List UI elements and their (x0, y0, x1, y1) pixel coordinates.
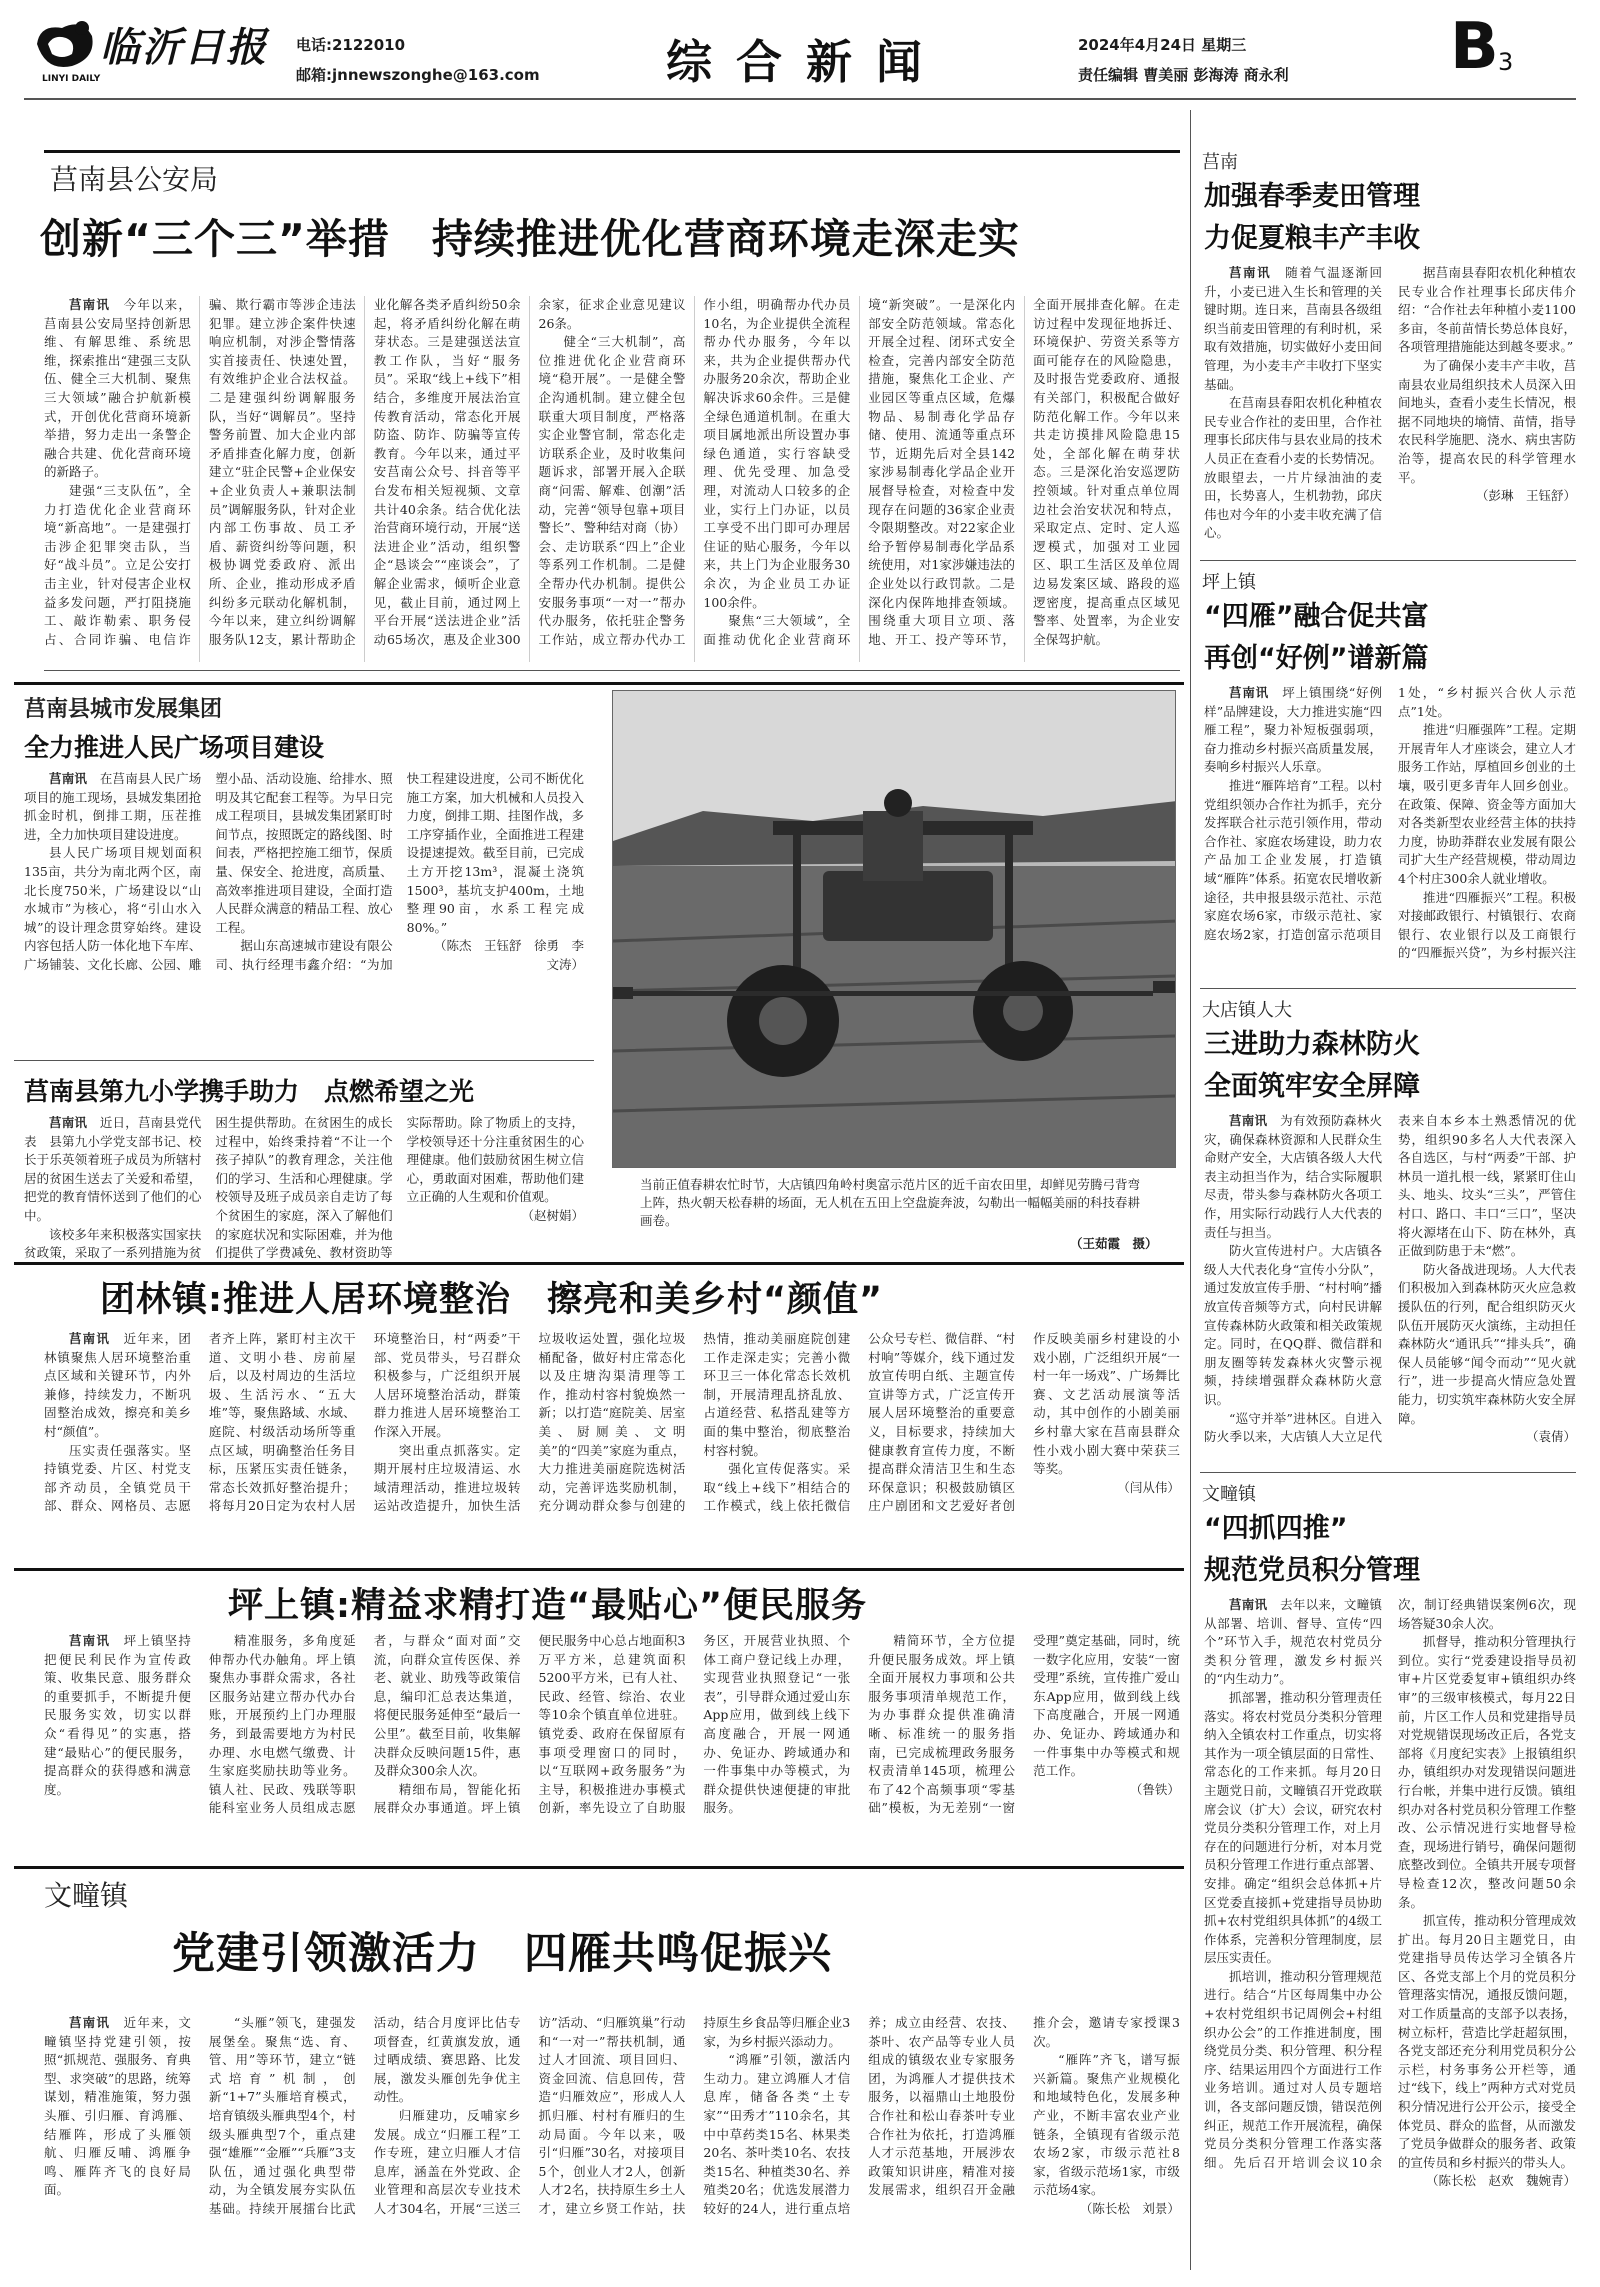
a4-headline: 团林镇:推进人居环境整治 擦亮和美乡村“颜值” (100, 1280, 884, 1320)
logo-english: LINYI DAILY (42, 74, 101, 84)
section-title: 综 合 新 闻 (666, 35, 927, 89)
r2-body: 莒南讯 坪上镇围绕“好例样”品牌建设，大力推进实施“四雁工程”，聚力补短板强弱项，奋力推动乡村振兴高质量发展，奏响乡村振兴人乐章。 推进“雁阵培育”工程。以村党组织领办合作社为抓手，充分发挥联合社示范引领作用，带动合作社、家庭农场建设，助力农产品加工企业发展，打造镇域“雁阵”体系。拓宽农民增收新途径，共申报县级示范社、示范家庭农场6家，市级示范社、家庭农场2家，打造创富示范项目1处，“乡村振兴合伙人示范点”1处。 推进“归雁强阵”工程。定期开展青年人才座谈会，建立人才服务工作站，厚植回乡创业的土壤，吸引更多青年人回乡创业。在政策、保障、资金等方面加大对各类新型农业经营主体的扶持力度，协助莽群农业发展有限公司扩大生产经营规模，带动周边4个村庄300余人就业增收。 推进“四雁振兴”工程。积极对接邮政银行、村镇银行、农商银行、农业银行以及工商银行的“四雁振兴贷”，为乡村振兴注 (1204, 685, 1576, 961)
photo-caption: 当前正值春耕农忙时节，大店镇四角岭村奥富示范片区的近千亩农田里，却鲜见劳腾弓背弯上阵，热火朝天松春耕的场面，无人机在五田上空盘旋奔波，勾勒出一幅幅美丽的科技春耕画卷。 (640, 1177, 1141, 1228)
phone-text: 电话:2122010 (296, 36, 406, 54)
r3-kicker: 大店镇人大 (1202, 1000, 1292, 1021)
a2-top-rule (14, 682, 1184, 685)
newspaper-logo-icon (32, 14, 98, 72)
masthead (0, 0, 1600, 100)
a1-body: 莒南讯 今年以来，莒南县公安局坚持创新思维、有解思维、系统思维，探索推出“建强三支队伍、健全三大机制、聚焦三大领域”融合护航新模式，开创优化营商环境新举措，努力走出一条警企融合共建、优化营商环境的新路子。 建强“三支队伍”，全力打造优化企业营商环境“新高地”。一是建强打击涉企犯罪突击队，当好“战斗员”。立足公安打击主业，针对侵害企业权益多发问题，严打阻挠施工、敲诈勒索、职务侵占、合同诈骗、电信诈骗、欺行霸市等涉企违法犯罪。建立涉企案件快速响应机制，对涉企警情落实首接责任、快速处置，有效维护企业合法权益。二是建强纠纷调解服务队，当好“调解员”。坚持警务前置、加大企业内部矛盾排查化解力度，创新建立“驻企民警+企业保安+企业负责人+兼职法制员”调解服务队，针对企业内部工伤事故、员工矛盾、薪资纠纷等问题，积极协调党委政府、派出所、企业，推动形成矛盾纠纷多元联动化解机制，今年以来，建立纠纷调解服务队12支，累计帮助企业化解各类矛盾纠纷50余起，将矛盾纠纷化解在萌芽状态。三是建强送法宣教工作队，当好“服务员”。采取“线上+线下”相结合，多维度开展法治宣传教育活动，常态化开展防盗、防诈、防骗等宣传教育。今年以来，通过平安莒南公众号、抖音等平台发布相关短视频、文章共计40余条。结合优化法治营商环境行动，开展“送法进企业”活动，组织警企“恳谈会”“座谈会”，了解企业需求，倾听企业意见，截止目前，通过网上平台开展“送法进企业”活动65场次，惠及企业300余家，征求企业意见建议26条。 健全“三大机制”，高位推进优化企业营商环境“稳开展”。一是健全警企沟通机制。建立健全包联重大项目制度，严格落实企业警官制，常态化走访联系企业，及时收集问题诉求，部署开展入企联商“问需、解难、创潮”活动，完善“领导包靠+项目警长”、警种结对商（协）会、走访联系“四上”企业等系列工作机制。二是健全帮办代办机制。提供公安服务事项“一对一”帮办代办服务，依托驻企警务工作站，成立帮办代办工作小组，明确帮办代办员10名，为企业提供全流程帮办代办服务，今年以来，共为企业提供帮办代办服务20余次，帮助企业解决诉求60余件。三是健全绿色通道机制。在重大项目属地派出所设置办事绿色通道，实行容缺受理、优先受理、加急受理，对流动人口较多的企业，实行上门办证，以员工享受不出门即可办理居住证的贴心服务，今年以来，共上门为企业服务30余次，为企业员工办证100余件。 聚焦“三大领域”，全面推动优化企业营商环境“新突破”。一是深化内部安全防范领域。常态化开展全过程、闭环式安全检查，完善内部安全防范措施，聚焦化工企业、产业园区等重点区域，危爆物品、易制毒化学品存储、使用、流通等重点环节，近期先后对全县142家涉易制毒化学品企业开展督导检查，对检查中发现存在问题的36家企业责令限期整改。对22家企业给予暂停易制毒化学品系统使用，对1家涉嫌违法的企业处以行政罚款。二是深化内保阵地排查领域。围绕重大项目立项、落地、开工、投产等环节，全面开展排查化解。在走访过程中发现征地拆迁、环境保护、劳资关系等方面可能存在的风险隐患，及时报告党委政府、通报有关部门，积极配合做好防范化解工作。今年以来共走访摸排风险隐患15处，全部化解在萌芽状态。三是深化治安巡逻防控领域。针对重点单位周边社会治安状况和特点，采取定点、定时、定人巡逻模式，加强对工业园区、职工生活区及单位周边易发案区域、路段的巡逻密度，提高重点区域见警率、处置率，为企业安全保驾护航。 (44, 297, 1180, 647)
a6-headline: 党建引领激活力 四雁共鸣促振兴 (172, 1929, 832, 1979)
r2-headline-2: 再创“好例”谱新篇 (1204, 643, 1429, 674)
a1-bottom-rule (44, 670, 1180, 671)
editors-line: 责任编辑 曹美丽 彭海涛 商永利 (1078, 66, 1289, 84)
r3-rule (1200, 988, 1576, 989)
page-letter: B (1450, 10, 1499, 84)
r4-headline-2: 规范党员积分管理 (1204, 1555, 1420, 1586)
a2-headline: 全力推进人民广场项目建设 (24, 733, 325, 762)
a4-top-rule (14, 1262, 1184, 1265)
a3-body: 莒南讯 近日，莒南县党代表 县第九小学党支部书记、校长于乐英领着班子成员为所辖村居的贫困生送去了关爱和希望，把党的教育情怀送到了他们的心中。 该校多年来积极落实国家扶贫政策，采取了一系列措施为贫困生提供帮助。在贫困生的成长过程中，始终秉持着“不让一个孩子掉队”的教育理念，关注他们的学习、生活和心理健康。学校领导及班子成员亲自走访了每个贫困生的家庭，深入了解他们的家庭状况和实际困难，并为他们提供了学费减免、教材资助等实际帮助。除了物质上的支持，学校领导还十分注重贫困生的心理健康。他们鼓励贫困生树立信心，勇敢面对困难，帮助他们建立正确的人生观和价值观。 （赵树娟） (24, 1115, 584, 1261)
a2-kicker: 莒南县城市发展集团 (24, 697, 223, 722)
issue-date: 2024年4月24日 星期三 (1078, 36, 1247, 54)
farm-photo (612, 690, 1176, 1168)
r2-kicker: 坪上镇 (1202, 572, 1256, 593)
rail-divider (1190, 110, 1191, 2270)
r1-headline-1: 加强春季麦田管理 (1204, 181, 1420, 212)
r1-body: 莒南讯 随着气温逐渐回升，小麦已进入生长和管理的关键时期。连日来，莒南县各级组织当前麦田管理的有利时机，采取有效措施，切实做好小麦田间管理，为小麦丰产丰收打下坚实基础。 在莒南县春阳农机化种植农民专业合作社的麦田里，合作社理事长邱庆伟与县农业局的技术人员正在查看小麦的长势情况。放眼望去，一片片绿油油的麦田，长势喜人，生机勃勃，邱庆伟也对今年的小麦丰收充满了信心。 据莒南县春阳农机化种植农民专业合作社理事长邱庆伟介绍：“合作社去年种植小麦1100多亩，冬前苗情长势总体良好，各项管理措施能达到越冬要求。” 为了确保小麦丰产丰收，莒南县农业局组织技术人员深入田间地头，查看小麦生长情况，根据不同地块的墒情、苗情，指导农民科学施肥、浇水、病虫害防治等，提高农民的科学管理水平。 （彭琳 王钰舒） (1204, 265, 1576, 541)
tractor-sprayer-icon (613, 691, 1176, 1168)
r4-rule (1200, 1472, 1576, 1473)
a5-headline: 坪上镇:精益求精打造“最贴心”便民服务 (228, 1586, 868, 1626)
a6-body: 莒南讯 近年来，文疃镇坚持党建引领，按照“抓规范、强服务、育典型、求突破”的思路，统筹谋划，精准施策，努力强头雁、引归雁、育鸿雁、结雁阵，形成了头雁领航、归雁反哺、鸿雁争鸣、雁阵齐飞的良好局面。 “头雁”领飞，建强发展堡垒。聚焦“选、育、管、用”等环节，建立“链式培育”机制，创新“1+7”头雁培育模式，培育镇级头雁典型4个，村级头雁典型7个，重点建强“雄雁”“金雁”“兵雁”3支队伍，通过强化典型带动，为全镇发展夯实队伍基础。持续开展擂台比武活动，结合月度评比估专项督查，红黄旗发放，通过晒成绩、赛思路、比发展，激发头雁创先争优主动性。 归雁建功，反哺家乡发展。成立“归雁工程”工作专班，建立归雁人才信息库，涵盖在外党政、企业管理和高层次专业技术人才304名，开展“三送三访”活动、“归雁筑巢”行动和“一对一”帮扶机制，通过人才回流、项目回归、资金回流、信息回传，营造“归雁效应”，形成人人抓归雁、村村有雁归的生动局面。今年以来，吸引“归雁”30名，对接项目5个，创业人才2人，创新人才2名，扶持原生乡土人才，建立乡贤工作站，扶持原生乡食品等归雁企业3家，为乡村振兴添动力。 “鸿雁”引领，激活内生动力。建立鸿雁人才信息库，储备各类“土专家”“田秀才”110余名，其中中草药类15名、林果类20名、茶叶类10名、农技类15名、种植类30名、养殖类20名；优选发展潜力较好的24人，进行重点培养；成立由经营、农技、茶叶、农产品等专业人员组成的镇级农业专家服务团，为鸿雁人才提供技术服务，以福鼎山土地股份合作社和松山春茶叶专业合作社为依托，打造鸿雁人才示范基地，开展涉农政策知识讲座，精准对接发展需求，组织召开金融推介会，邀请专家授课3次。 “雁阵”齐飞，谱写振兴新篇。聚焦产业规模化和地域特色化，发展多种产业，不断丰富农业产业链条，全镇现有省级示范农场2家，市级示范社8家，省级示范场1家，市级示范场4家。 （陈长松 刘景） (44, 2015, 1180, 2216)
r4-body: 莒南讯 去年以来，文疃镇从部署、培训、督导、宣传“四个”环节入手，规范农村党员分类积分管理，激发乡村振兴的“内生动力”。 抓部署，推动积分管理责任落实。将农村党员分类积分管理纳入全镇农村工作重点，切实将其作为一项全镇层面的日常性、常态化的工作来抓。每月20日主题党日前，文疃镇召开党政联席会议（扩大）会议，研究农村党员分类积分管理工作，对上月存在的问题进行分析，对本月党员积分管理工作进行重点部署、安排。确定“组织会总体抓+片区党委直接抓+党建指导员协助抓+农村党组织具体抓”的4级工作体系，完善积分管理制度，层层压实责任。 抓培训，推动积分管理规范进行。结合“片区每周集中办公+农村党组织书记周例会+村组织办公会”的工作推进制度，围绕党员分类、积分管理、积分程序、结果运用四个方面进行工作业务培训。通过对人员专题培训，各支部问题反馈，错误范例纠正，规范工作开展流程，确保党员分类积分管理工作落实落细。先后召开培训会议10余次，制订经典错误案例6次，现场答疑30余人次。 抓督导，推动积分管理执行到位。实行“党委建设指导员初审+片区党委复审+镇组织办终审”的三级审核模式，每月22日前，片区工作人员和党建指导员对党规错误现场改正后，各党支部将《月度纪实表》上报镇组织办，镇组织办对发现错误问题进行台帐，并集中进行反馈。镇组织办对各村党员积分管理工作整改、公示情况进行实地督导检查，现场进行销号，确保问题彻底整改到位。全镇共开展专项督导检查12次，整改问题50余条。 抓宣传，推动积分管理成效扩出。每月20日主题党日，由党建指导员传达学习全镇各片区、各党支部上个月的党员积分管理落实情况，通报反馈问题，对工作质量高的支部予以表扬，树立标杆，营造比学赶超氛围，各党支部还充分利用党员积分公示栏，村务事务公开栏等，通过“线下，线上”两种方式对党员积分情况进行公开公示，接受全体党员、群众的监督，从而激发了党员争做群众的服务者、政策的宣传员和乡村振兴的带头人。 （陈长松 赵欢 魏婉青） (1204, 1597, 1576, 2189)
a2-body: 莒南讯 在莒南县人民广场项目的施工现场，县城发集团抢抓金时机，倒排工期，压茬推进，全力加快项目建设进度。 县人民广场项目规划面积135亩，共分为南北两个区，南北长度750米，广场建设以“山水城市”为核心，将“引山水入城”的设计理念贯穿始终。建设内容包括人防一体化地下车库、广场铺装、文化长廊、公园、雕塑小品、活动设施、给排水、照明及其它配套工程等。为早日完成工程项目，县城发集团紧盯时间节点，按照既定的路线图、时间表，严格把控施工细节，保质量、保安全、抢进度，高质量、高效率推进项目建设，全面打造人民群众满意的精品工程、放心工程。 据山东高速城市建设有限公司、执行经理韦鑫介绍：“为加快工程建设进度，公司不断优化施工方案，加大机械和人员投入力度，倒排工期、挂图作战，多工序穿插作业，全面推进工程建设提速提效。截至目前，已完成土方开挖13m³，混凝土浇筑1500³，基坑支护400m，土地整理90亩，水系工程完成80%。” （陈杰 王钰舒 徐勇 李文涛） (24, 771, 584, 972)
a5-body: 莒南讯 坪上镇坚持把便民利民作为宣传政策、收集民意、服务群众的重要抓手，不断提升便民服务实效，切实以群众“看得见”的实惠，搭建“最贴心”的便民服务，提高群众的获得感和满意度。 精准服务，多角度延伸帮办代办触角。坪上镇聚焦办事群众需求，各社区服务站建立帮办代办台账，开展预约上门办理服务，到最需要地方为村民办理、水电燃气缴费、计生家庭奖励扶助等业务。镇人社、民政、残联等职能科室业务人员组成志愿者，与群众“面对面”交流，向群众宣传医保、养老、就业、助残等政策信息，编印汇总表达集道，将便民服务延伸至“最后一公里”。截至目前，收集解决群众反映问题15件，惠及群众300余人次。 精细布局，智能化拓展群众办事通道。坪上镇便民服务中心总占地面积3万平方米，总建筑面积5200平方米，已有人社、民政、经管、综治、农业等10余个镇直单位进驻。镇党委、政府在保留原有事项受理窗口的同时，以“互联网+政务服务”为主导，积极推进办事模式创新，率先设立了自助服务区，开展营业执照、个体工商户登记线上办理，实现营业执照登记“一张表”，引导群众通过爱山东App应用，做到线上线下高度融合，开展一网通办、免证办、跨域通办和一件事集中办等模式，为群众提供快速便捷的审批服务。 精简环节，全方位提升便民服务成效。坪上镇全面开展权力事项和公共服务事项清单规范工作，为办事群众提供准确清晰、标准统一的服务指南，已完成梳理政务服务权责清单145项，梳理公布了42个高频事项“零基础”模板，为无差别“一窗受理”奠定基础，同时，统一数字化应用，安装“一窗受理”系统，宣传推广爱山东App应用，做到线上线下高度融合，开展一网通办、免证办、跨域通办和一件事集中办等模式和规范工作。 （鲁铁） (44, 1633, 1180, 1816)
page-number: 3 (1498, 48, 1514, 76)
a6-top-rule (14, 1866, 1184, 1869)
logo-title: 临沂日报 (100, 24, 268, 71)
a1-kicker: 莒南县公安局 (50, 163, 219, 196)
r3-headline-1: 三进助力森林防火 (1204, 1029, 1420, 1060)
a5-top-rule (14, 1568, 1184, 1571)
masthead-rule (24, 98, 1576, 100)
r4-headline-1: “四抓四推” (1204, 1513, 1348, 1544)
a6-kicker: 文疃镇 (44, 1879, 129, 1912)
r2-rule (1200, 560, 1576, 561)
a1-top-rule (44, 150, 1180, 153)
a4-body: 莒南讯 近年来，团林镇聚焦人居环境整治重点区域和关键环节，内外兼修，持续发力，不断巩固整治成效，擦亮和美乡村“颜值”。 压实责任强落实。坚持镇党委、片区、村党支部齐动员，全镇党员干部、群众、网格员、志愿者齐上阵，紧盯村主次干道、文明小巷、房前屋后，以及村周边的生活垃圾、生活污水、“五大堆”等，聚焦路域、水域、庭院、村级活动场所等重点区域，明确整治任务目标，压紧压实责任链条，常态长效抓好整治提升；将每月20日定为农村人居环境整治日，村“两委”干部、党员带头，号召群众积极参与，广泛组织开展人居环境整治活动，群策群力推进人居环境整治工作深入开展。 突出重点抓落实。定期开展村庄垃圾清运、水域清理活动，推进垃圾转运站改造提升，加快生活垃圾收运处置，强化垃圾桶配备，做好村庄常态化以及庄塘沟渠清理等工作，推动村容村貌焕然一新；以打造“庭院美、居室美、厨厕美、文明美”的“四美”家庭为重点，大力推进美丽庭院选树活动，完善评选奖励机制，充分调动群众参与创建的热情，推动美丽庭院创建工作走深走实；完善小微环卫三一体化常态长效机制，开展清理乱挤乱放、占道经营、私搭乱建等方面的集中整治，彻底整治村容村貌。 强化宣传促落实。采取“线上+线下”相结合的工作模式，线上依托微信公众号专栏、微信群、“村村响”等媒介，线下通过发放宣传明白纸、主题宣传宣讲等方式，广泛宣传开展人居环境整治的重要意义，目标要求，持续加大健康教育宣传力度，不断提高群众清洁卫生和生态环保意识；积极鼓励镇区庄户剧团和文艺爱好者创作反映美丽乡村建设的小戏小剧，广泛组织开展“一村一年一场戏”、广场舞比赛、文艺活动展演等活动，其中创作的小剧美丽乡村靠大家在莒南县群众性小戏小剧大赛中荣获三等奖。 （闫从伟） (44, 1331, 1180, 1514)
a3-top-rule (14, 1060, 594, 1061)
a3-headline: 莒南县第九小学携手助力 点燃希望之光 (24, 1077, 475, 1106)
a1-headline: 创新“三个三”举措 持续推进优化营商环境走深走实 (40, 215, 1020, 263)
photo-credit: （王茹霞 摄） (1070, 1236, 1158, 1251)
r1-kicker: 莒南 (1202, 152, 1238, 173)
email-text: 邮箱:jnnewszonghe@163.com (296, 66, 540, 84)
r2-headline-1: “四雁”融合促共富 (1204, 601, 1429, 632)
r3-headline-2: 全面筑牢安全屏障 (1204, 1071, 1420, 1102)
r1-headline-2: 力促夏粮丰产丰收 (1204, 223, 1420, 254)
r3-body: 莒南讯 为有效预防森林火灾，确保森林资源和人民群众生命财产安全，大店镇各级人大代表主动担当作为，结合实际履职尽责，带头参与森林防火各项工作，用实际行动践行人大代表的责任与担当。 防火宣传进村户。大店镇各级人大代表化身“宣传小分队”，通过发放宣传手册、“村村响”播放宣传音频等方式，向村民讲解宣传森林防火政策和相关政策规定。同时，在QQ群、微信群和朋友圈等转发森林火灾警示视频，持续增强群众森林防火意识。 “巡守并举”进林区。自进入防火季以来，大店镇人大立足代表来自本乡本土熟悉情况的优势，组织90多名人大代表深入各自选区，与村“两委”干部、护林员一道扎根一线，紧紧盯住山头、地头、坟头“三头”，严管住村口、路口、丰口“三口”，坚决将火源堵在山下、防在林外，真正做到防患于未“燃”。 防火备战进现场。人大代表们积极加入到森林防灭火应急救援队伍的行列，配合组织防灭火队伍开展防灭火演练，主动担任森林防火“通讯兵”“排头兵”，确保人员能够“闻令而动”“见火就行”，进一步提高火情应急处置能力，切实筑牢森林防火安全屏障。 （袁倩） (1204, 1113, 1576, 1445)
r4-kicker: 文疃镇 (1202, 1484, 1256, 1505)
